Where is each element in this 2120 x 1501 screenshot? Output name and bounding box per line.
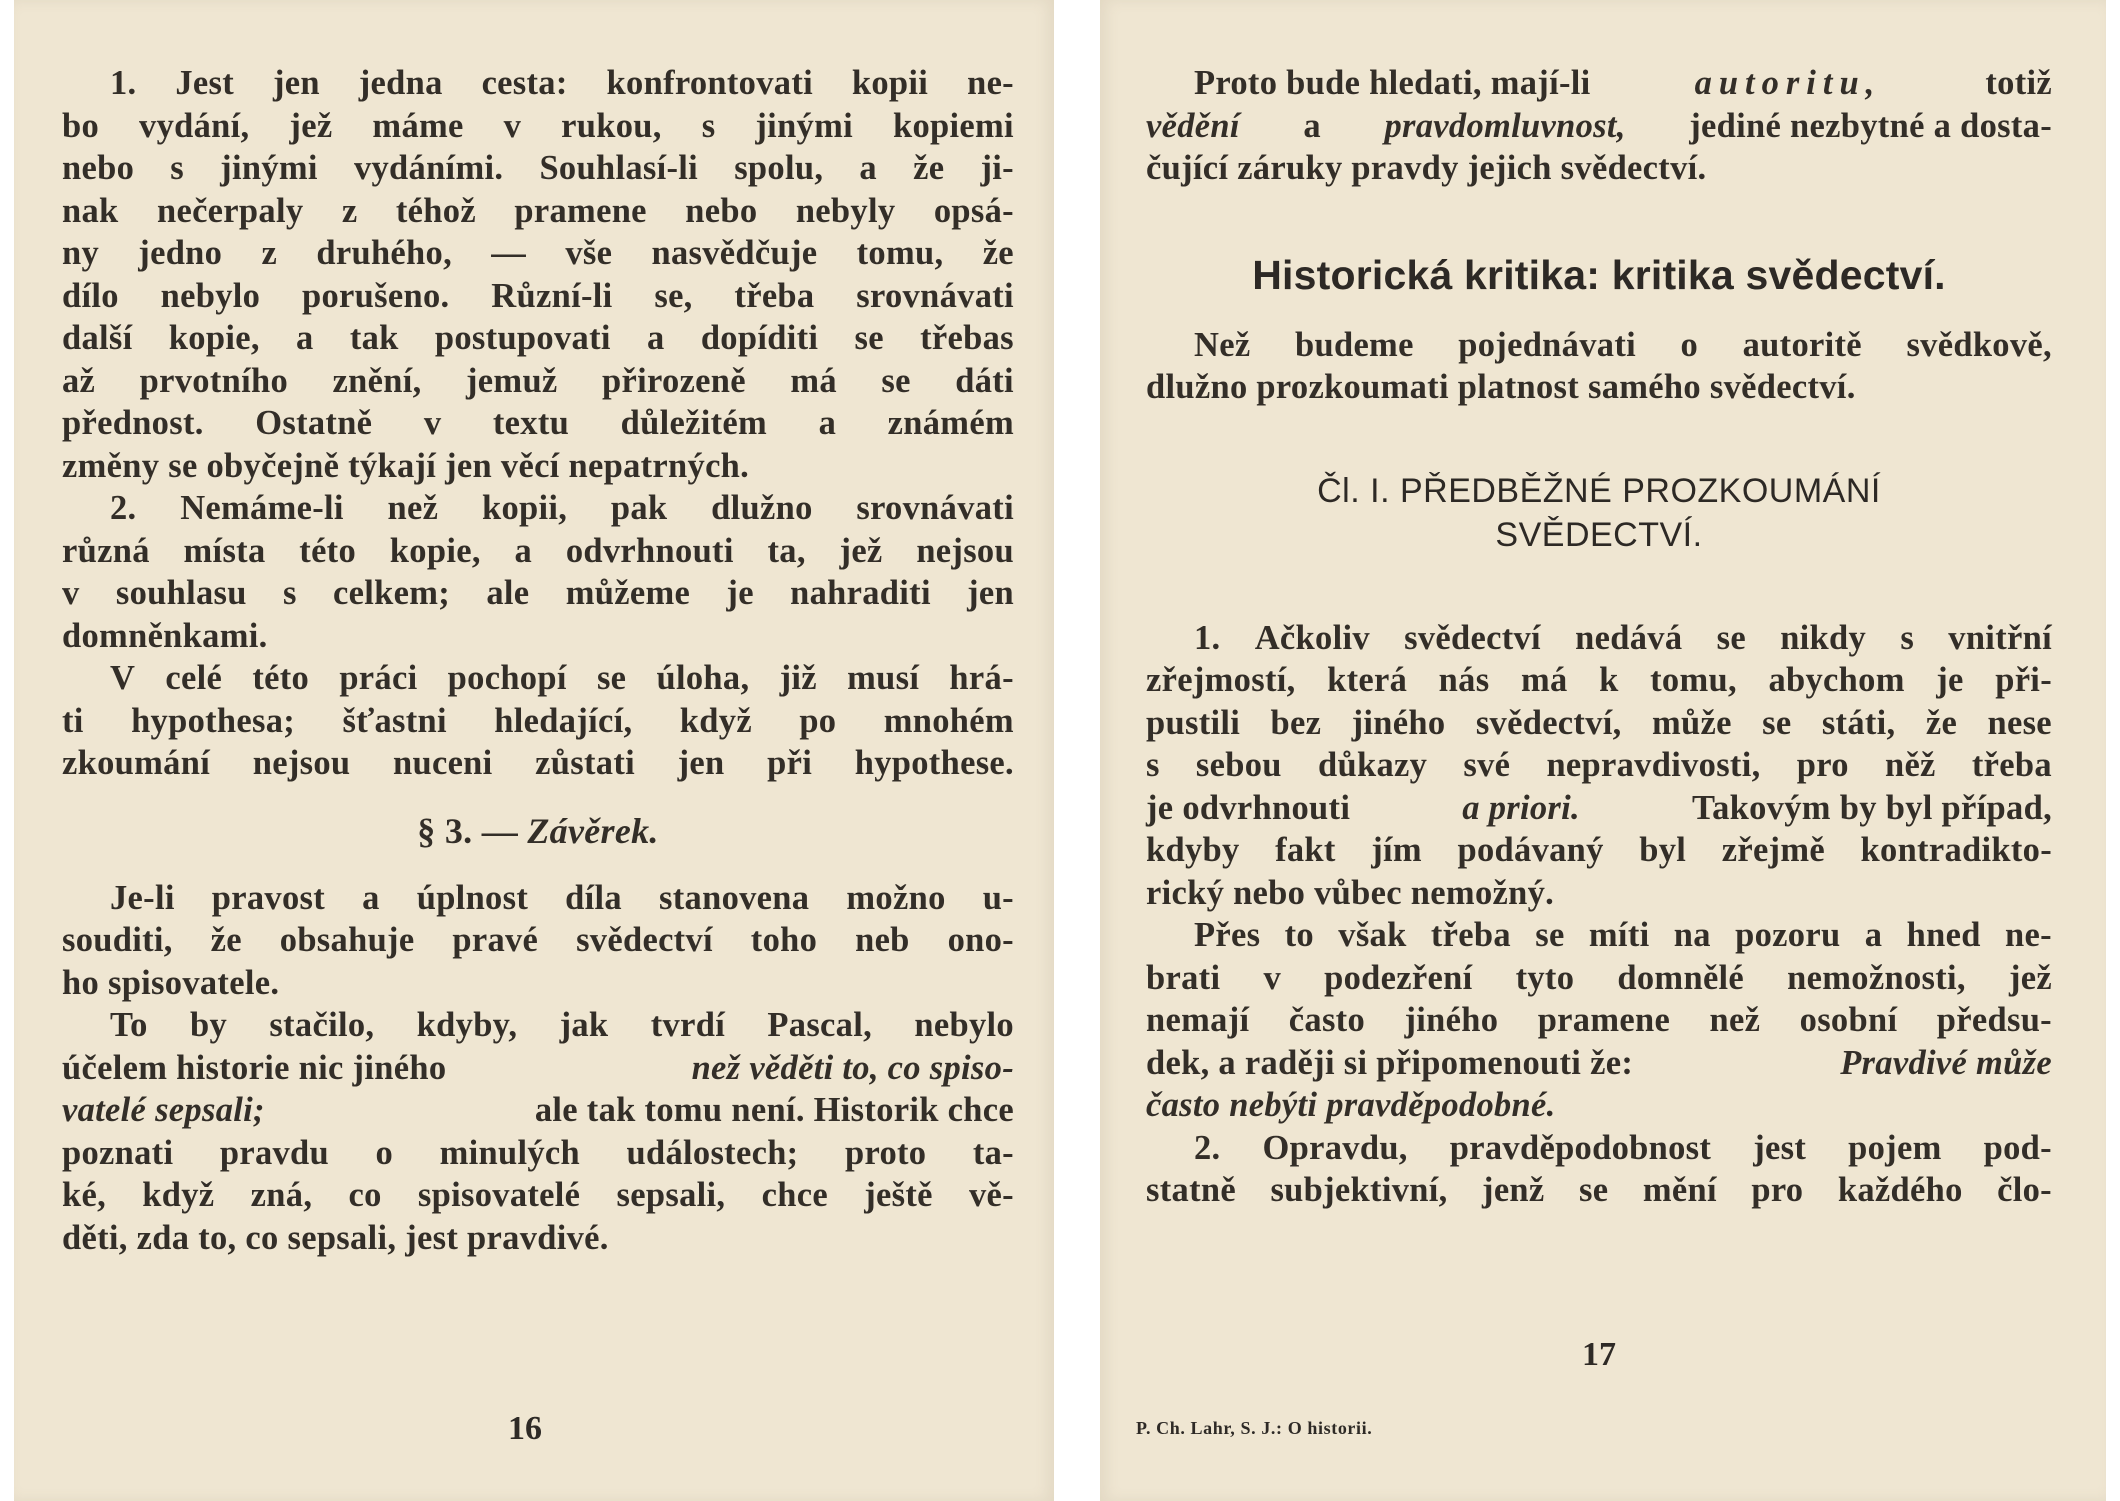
text-line: vědění a pravdomluvnost, jediné nezbytné a dosta-: [1146, 106, 2052, 145]
text-line: účelem historie nic jiného než věděti to, co spiso-: [62, 1048, 1014, 1087]
text-line: statně subjektivní, jenž se mění pro každého člo-: [1146, 1171, 2052, 1209]
text-line: děti, zda to, co sepsali, jest pravdivé.: [62, 1218, 609, 1257]
right-page: [1100, 0, 2106, 1501]
text-line: nebo s jinými vydáními. Souhlasí-li spolu, a že ji-: [62, 149, 1014, 187]
text-line: V celé této práci pochopí se úloha, již musí hrá-: [110, 659, 1014, 697]
text-line: Proto bude hledati, mají-li autoritu, totiž: [1194, 64, 2052, 102]
text-line: až prvotního znění, jemuž přirozeně má se dáti: [62, 361, 1014, 400]
text-line: 1. Ačkoliv svědectví nedává se nikdy s vnitřní: [1194, 618, 2052, 657]
section-title: Závěrek.: [527, 810, 659, 851]
text-line: zřejmostí, která nás má k tomu, abychom je při-: [1146, 661, 2052, 699]
text-line: To by stačilo, kdyby, jak tvrdí Pascal, nebylo: [110, 1006, 1014, 1044]
text-line: dílo nebylo porušeno. Různí-li se, třeba srovnávati: [62, 276, 1014, 315]
text-line: bo vydání, jež máme v rukou, s jinými kopiemi: [62, 106, 1014, 145]
page-heading: Historická kritika: kritika svědectví.: [1252, 251, 1946, 298]
footer-signature: P. Ch. Lahr, S. J.: O historii.: [1136, 1418, 1373, 1438]
text-line: brati v podezření tyto domnělé nemožnosti, jež: [1146, 958, 2052, 997]
text-line: Než budeme pojednávati o autoritě svědkově,: [1194, 325, 2052, 364]
text-line: přednost. Ostatně v textu důležitém a známém: [62, 404, 1014, 442]
text-line: Je-li pravost a úplnost díla stanovena možno u-: [110, 878, 1014, 917]
text-line: je odvrhnouti a priori. Takovým by byl případ,: [1146, 788, 2052, 827]
chapter-heading: [1146, 469, 2052, 557]
text-line: změny se obyčejně týkají jen věcí nepatrných.: [62, 446, 750, 485]
text-line: 2. Nemáme-li než kopii, pak dlužno srovnávati: [110, 489, 1014, 527]
text-line: nemají často jiného pramene než osobní předsu-: [1146, 1001, 2052, 1039]
text-line: různá místa této kopie, a odvrhnouti ta, jež nejsou: [62, 531, 1014, 570]
text-line: ho spisovatele.: [62, 963, 280, 1002]
chapter-heading-line: Čl. I. PŘEDBĚŽNÉ PROZKOUMÁNÍ: [1317, 471, 1881, 510]
text-line: pustili bez jiného svědectví, může se státi, že nese: [1146, 703, 2052, 742]
section-number: § 3. —: [417, 810, 519, 851]
text-line: poznati pravdu o minulých událostech; proto ta-: [62, 1133, 1014, 1172]
page-number: 16: [508, 1410, 542, 1447]
section-heading: [62, 809, 1014, 853]
text-line: zkoumání nejsou nuceni zůstati jen při hypothese.: [62, 744, 1014, 782]
text-line: čující záruky pravdy jejich svědectví.: [1146, 149, 1707, 187]
text-line: dek, a raději si připomenouti že: Pravdivé může: [1146, 1043, 2052, 1082]
text-line: souditi, že obsahuje pravé svědectví toho neb ono-: [62, 921, 1014, 959]
left-page: [14, 0, 1054, 1501]
left-page-text: [62, 62, 1014, 1259]
text-line: ké, když zná, co spisovatelé sepsali, chce ještě vě-: [62, 1176, 1014, 1214]
text-line: 2. Opravdu, pravděpodobnost jest pojem pod-: [1194, 1128, 2052, 1167]
text-line: domněnkami.: [62, 616, 268, 655]
text-line: ti hypothesa; šťastni hledající, když po mnohém: [62, 701, 1014, 740]
chapter-heading-line: SVĚDECTVÍ.: [1495, 515, 1703, 554]
text-line: ny jedno z druhého, — vše nasvědčuje tomu, že: [62, 234, 1014, 272]
text-line: 1. Jest jen jedna cesta: konfrontovati kopii ne-: [110, 64, 1014, 102]
text-line: kdyby fakt jím podávaný byl zřejmě kontradikto-: [1146, 831, 2052, 869]
text-line: často nebýti pravděpodobné.: [1146, 1086, 1556, 1124]
text-line: další kopie, a tak postupovati a dopíditi se třebas: [62, 319, 1014, 357]
text-line: rický nebo vůbec nemožný.: [1146, 873, 1555, 912]
text-line: vatelé sepsali; ale tak tomu není. Historik chce: [62, 1091, 1014, 1129]
text-line: v souhlasu s celkem; ale můžeme je nahraditi jen: [62, 574, 1014, 612]
text-line: Přes to však třeba se míti na pozoru a hned ne-: [1194, 916, 2052, 954]
text-line: s sebou důkazy své nepravdivosti, pro něž třeba: [1146, 746, 2052, 784]
page-number: 17: [1582, 1336, 1616, 1373]
right-page-text: [1146, 62, 2052, 1212]
text-line: dlužno prozkoumati platnost samého svědectví.: [1146, 368, 1856, 406]
text-line: nak nečerpaly z téhož pramene nebo nebyly opsá-: [62, 191, 1014, 230]
